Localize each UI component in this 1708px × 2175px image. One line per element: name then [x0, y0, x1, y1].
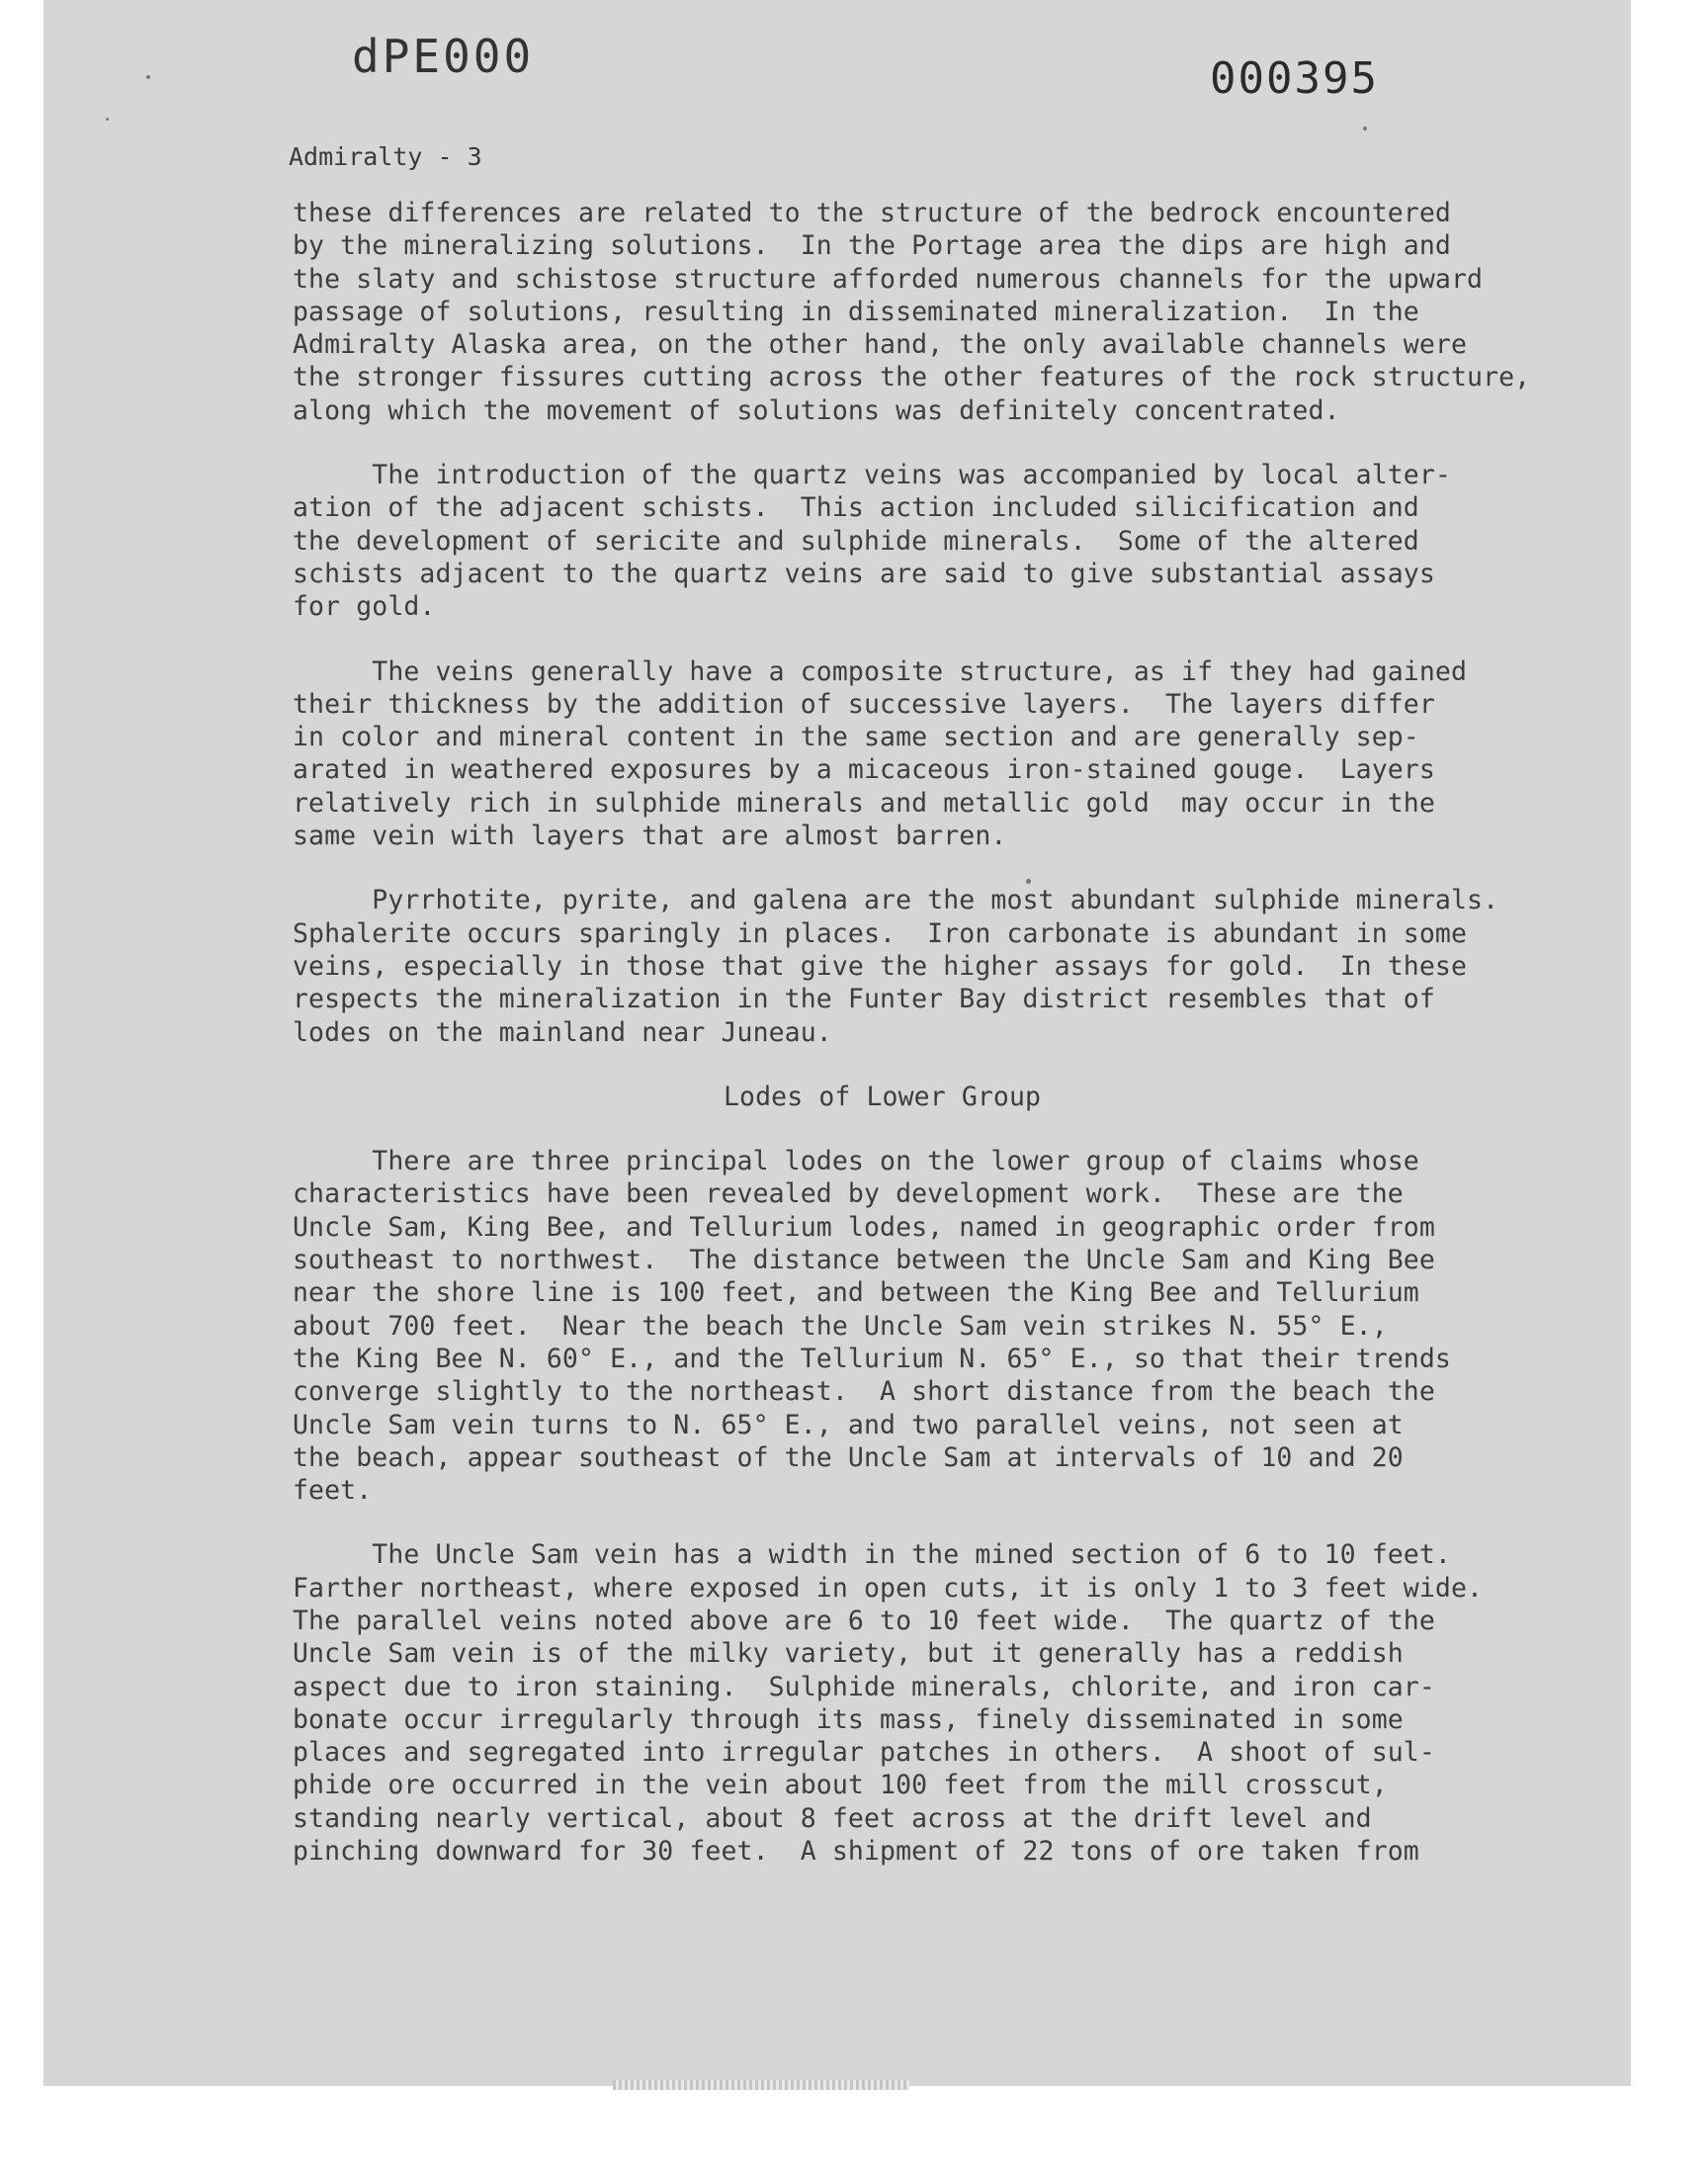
text-line: bonate occur irregularly through its mass, finely disseminated in some [293, 1703, 1404, 1735]
text-line: same vein with layers that are almost barren. [293, 821, 1007, 852]
text-line: the beach, appear southeast of the Uncle Sam at intervals of 10 and 20 [293, 1441, 1404, 1473]
text-line: The parallel veins noted above are 6 to 10 feet wide. The quartz of the [293, 1605, 1435, 1636]
text-line: their thickness by the addition of successive layers. The layers differ [293, 688, 1435, 720]
text-line: phide ore occurred in the vein about 100 feet from the mill crosscut, [293, 1770, 1388, 1801]
paragraph [293, 197, 1578, 427]
text-line: these differences are related to the structure of the bedrock encountered [293, 198, 1451, 228]
document-id-stamp: dPE000 [352, 30, 535, 83]
text-line: along which the movement of solutions was definitely concentrated. [293, 394, 1340, 426]
page-number-stamp: 000395 [1210, 53, 1379, 104]
text-line: the stronger fissures cutting across the other features of the rock structure, [293, 362, 1531, 393]
text-line: Uncle Sam vein is of the milky variety, but it generally has a reddish [293, 1638, 1404, 1670]
section-heading: Lodes of Lower Group [724, 1081, 1042, 1112]
text-line: for gold. [293, 591, 436, 623]
text-line: Farther northeast, where exposed in open cuts, it is only 1 to 3 feet wide. [293, 1572, 1484, 1604]
text-line: There are three principal lodes on the lower group of claims whose [293, 1146, 1419, 1177]
text-line: lodes on the mainland near Juneau. [293, 1016, 832, 1048]
text-line: schists adjacent to the quartz veins are said to give substantial assays [293, 558, 1435, 589]
scan-speck [106, 118, 109, 121]
text-line: southeast to northwest. The distance between the Uncle Sam and King Bee [293, 1245, 1435, 1276]
text-line: the King Bee N. 60° E., and the Tellurium N. 65° E., so that their trends [293, 1343, 1451, 1374]
text-line: converge slightly to the northeast. A short distance from the beach the [293, 1376, 1435, 1408]
text-line: ation of the adjacent schists. This action included silicification and [293, 492, 1419, 524]
text-line: pinching downward for 30 feet. A shipment of 22 tons of ore taken from [293, 1836, 1419, 1868]
text-line: the development of sericite and sulphide minerals. Some of the altered [293, 525, 1419, 557]
text-line: places and segregated into irregular patches in others. A shoot of sul- [293, 1737, 1435, 1769]
text-line: The Uncle Sam vein has a width in the mined section of 6 to 10 feet. [293, 1539, 1451, 1571]
text-line: aspect due to iron staining. Sulphide minerals, chlorite, and iron car- [293, 1671, 1435, 1702]
text-line: in color and mineral content in the same section and are generally sep- [293, 722, 1419, 753]
text-line: passage of solutions, resulting in disseminated mineralization. In the [293, 296, 1419, 327]
text-line: characteristics have been revealed by development work. These are the [293, 1178, 1404, 1210]
text-line: feet. [293, 1475, 373, 1507]
text-line: by the mineralizing solutions. In the Portage area the dips are high and [293, 230, 1451, 262]
paragraph [293, 655, 1578, 853]
text-line: Admiralty Alaska area, on the other hand, the only available channels were [293, 329, 1468, 361]
paragraph [293, 1145, 1578, 1507]
document-body [293, 197, 1578, 1899]
page-header: Admiralty - 3 [289, 142, 482, 171]
text-line: Pyrrhotite, pyrite, and galena are the most abundant sulphide minerals. [293, 885, 1499, 916]
text-line: standing nearly vertical, about 8 feet across at the drift level and [293, 1802, 1372, 1834]
text-line: The introduction of the quartz veins was accompanied by local alter- [293, 460, 1451, 491]
text-line: near the shore line is 100 feet, and between the King Bee and Tellurium [293, 1277, 1419, 1309]
text-line: The veins generally have a composite structure, as if they had gained [293, 655, 1468, 687]
text-line: relatively rich in sulphide minerals and metallic gold may occur in the [293, 787, 1435, 819]
text-line: Sphalerite occurs sparingly in places. Iron carbonate is abundant in some [293, 917, 1468, 949]
text-line: veins, especially in those that give the higher assays for gold. In these [293, 950, 1468, 982]
paragraph [293, 459, 1578, 623]
text-line: about 700 feet. Near the beach the Uncle Sam vein strikes N. 55° E., [293, 1310, 1388, 1342]
text-line: respects the mineralization in the Funter Bay district resembles that of [293, 984, 1435, 1015]
paragraph [293, 884, 1578, 1048]
scan-speck [1363, 127, 1367, 130]
text-line: Uncle Sam, King Bee, and Tellurium lodes, named in geographic order from [293, 1211, 1435, 1243]
text-line: Uncle Sam vein turns to N. 65° E., and two parallel veins, not seen at [293, 1409, 1404, 1440]
text-line: the slaty and schistose structure afforded numerous channels for the upward [293, 263, 1484, 295]
scan-edge [613, 2080, 909, 2090]
paragraph [293, 1538, 1578, 1868]
scan-speck [146, 75, 150, 79]
text-line: arated in weathered exposures by a micaceous iron-stained gouge. Layers [293, 754, 1435, 786]
